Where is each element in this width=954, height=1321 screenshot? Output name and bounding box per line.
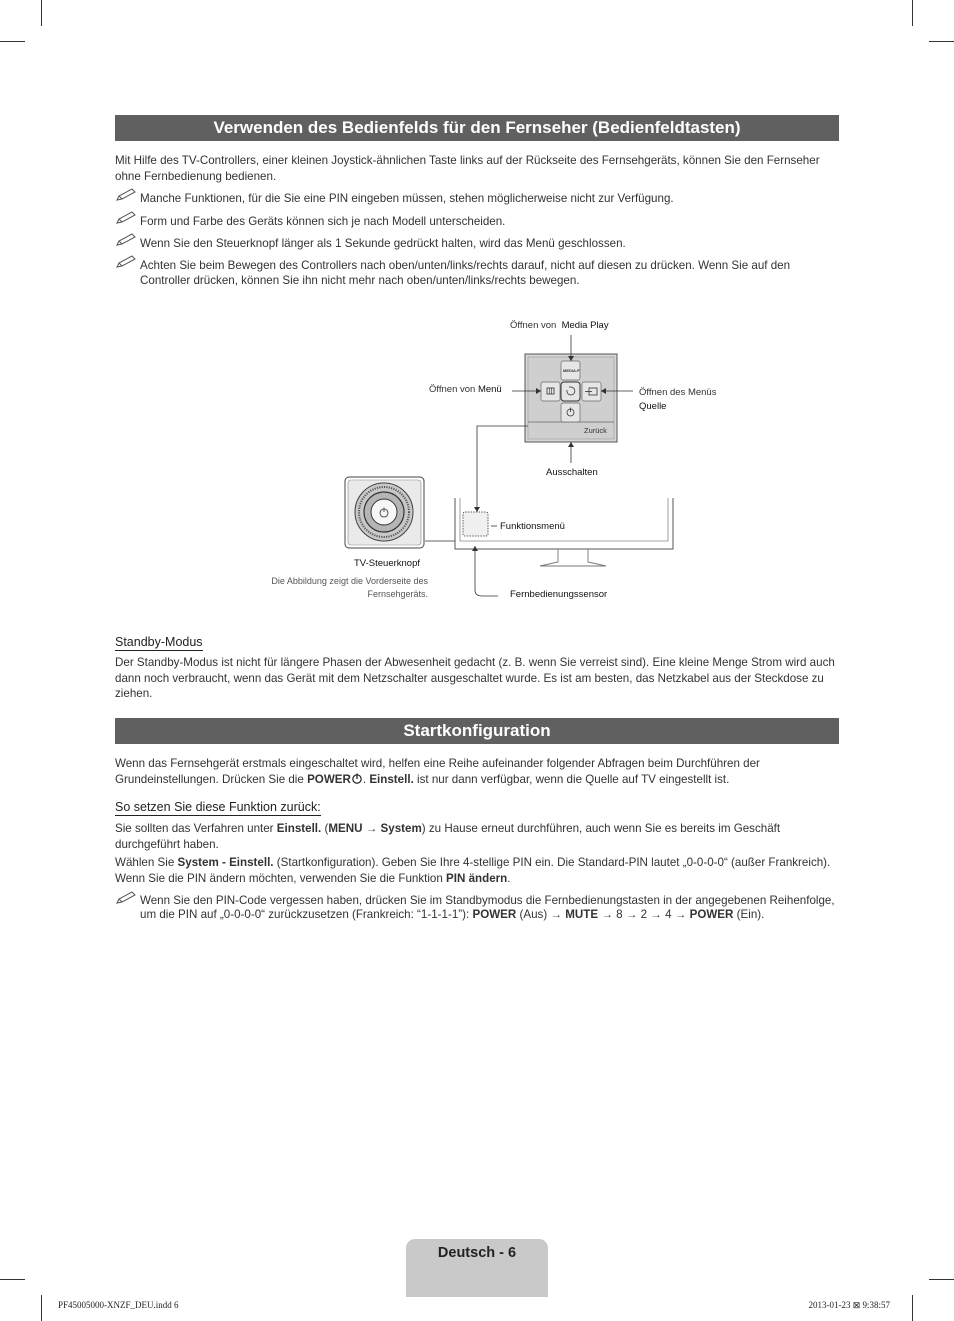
text-run: Wählen Sie xyxy=(115,856,178,869)
note-item xyxy=(115,894,835,922)
power-keyword: POWER xyxy=(307,772,351,786)
intro-text: Mit Hilfe des TV-Controllers, einer kleinen Joystick-ähnlichen Taste links auf der Rückseite des Fernsehgeräts, können Sie den Fernseher ohne Fernbedienung bedienen. xyxy=(115,154,820,183)
crop-mark xyxy=(912,1295,913,1321)
crop-mark xyxy=(41,1295,42,1321)
label-function-menu: Funktionsmenü xyxy=(500,521,565,532)
label-media-play xyxy=(510,320,609,331)
note-text: Achten Sie beim Bewegen des Controllers nach oben/unten/links/rechts darauf, nicht auf diesen zu drücken. Wenn Sie auf den Controller drücken, können Sie ihn nicht mehr nach oben/unten/links/rechts bewegen. xyxy=(140,259,791,287)
return-key-icon xyxy=(561,382,580,401)
start-intro xyxy=(115,756,835,787)
text-run: Wenn Sie den PIN-Code vergessen haben, drücken Sie im Standbymodus die Fernbedienungstasten in der angegebenen Reihenfolge, um die PIN auf „0-0-0-0“ zurückzusetzen (Frankreich: “1-1-1-1”): xyxy=(140,894,835,921)
label-tv-knob: TV-Steuerknopf xyxy=(354,558,421,569)
label-back: Zurück xyxy=(584,426,607,435)
print-date: 2013-01-23 ⊠ 9:38:57 xyxy=(808,1300,890,1310)
text-run: → 8 → 2 → 4 → xyxy=(598,908,690,921)
text-run: (Ein). xyxy=(733,908,765,921)
menu-keyword: MENU xyxy=(328,822,363,835)
power-key-icon xyxy=(561,403,580,422)
system-einstell-keyword: System - Einstell. xyxy=(177,856,274,869)
text-run: ) zu Hause erneut durchführen, auch wenn Sie es bereits im Geschäft durchgeführt haben. xyxy=(115,822,781,851)
label-name: Quelle xyxy=(639,401,667,412)
text-run: (Startkonfiguration). Geben Sie Ihre 4-stellige PIN ein. Die Standard-PIN lautet „0-0-0-0“ (außer Frankreich). Wenn Sie die PIN ändern möchten, verwenden Sie die Funktion xyxy=(115,856,831,885)
menu-key-icon xyxy=(541,382,560,401)
reset-paragraph-2 xyxy=(115,855,835,886)
note-text: Form und Farbe des Geräts können sich je nach Modell unterscheiden. xyxy=(140,215,506,228)
reset-paragraph-1 xyxy=(115,821,835,852)
label-name: Menü xyxy=(477,384,502,395)
pencil-note-icon xyxy=(115,891,137,905)
text-run: Wenn das Fernsehgerät erstmals eingeschaltet wird, helfen eine Reihe aufeinander folgender Abfragen beim Durchführen der Grundeinstellungen. Drücken Sie die xyxy=(115,757,760,786)
system-keyword: System xyxy=(380,822,422,835)
label-name: Media Play xyxy=(561,320,609,331)
standby-heading: Standby-Modus xyxy=(115,635,203,649)
page-number-tab: Deutsch - 6 xyxy=(406,1239,548,1297)
text-run: . xyxy=(362,772,370,786)
einstell-keyword: Einstell. xyxy=(276,822,322,835)
standby-text: Der Standby-Modus ist nicht für längere Phasen der Abwesenheit gedacht (z. B. wenn Sie verreist sind). Eine kleine Menge Strom wird auch dann noch verbraucht, wenn das Gerät mit dem Netzschalter ausgeschaltet wurde. Es ist am besten, das Netzkabel aus der Steckdose zu ziehen. xyxy=(115,656,835,700)
label-prefix: Öffnen von xyxy=(510,320,557,331)
file-name: PF45005000-XNZF_DEU.indd 6 xyxy=(58,1300,179,1310)
text-run: ist nur dann verfügbar, wenn die Quelle auf TV eingestellt ist. xyxy=(413,772,730,786)
crop-mark xyxy=(929,1279,954,1280)
label-prefix: Öffnen des Menüs xyxy=(639,387,717,398)
text-run: Sie sollten das Verfahren unter xyxy=(115,822,277,835)
control-panel-diagram xyxy=(0,0,954,620)
reset-heading: So setzen Sie diese Funktion zurück: xyxy=(115,800,321,814)
pin-aendern-keyword: PIN ändern xyxy=(446,871,508,885)
power-keyword: POWER xyxy=(472,908,517,921)
function-menu-box xyxy=(463,512,488,536)
label-remote-sensor: Fernbedienungssensor xyxy=(510,589,608,600)
label-power-off: Ausschalten xyxy=(546,467,598,478)
label-front-note: Die Abbildung zeigt die Vorderseite des Fernsehgeräts. xyxy=(271,576,428,599)
text-run: (Aus) → xyxy=(516,908,566,921)
section-title-bedienfeld: Verwenden des Bedienfelds für den Fernseher (Bedienfeldtasten) xyxy=(115,115,839,141)
media-play-key-label: MEDIA.P xyxy=(563,368,580,373)
label-prefix: Öffnen von xyxy=(429,384,476,395)
text-run: → xyxy=(362,822,381,835)
mute-keyword: MUTE xyxy=(565,908,599,921)
power-icon xyxy=(351,773,363,784)
power-keyword: POWER xyxy=(689,908,734,921)
einstell-keyword: Einstell. xyxy=(369,772,414,786)
text-run: . xyxy=(507,871,511,885)
note-text: Wenn Sie den Steuerknopf länger als 1 Sekunde gedrückt halten, wird das Menü geschlossen. xyxy=(140,237,626,250)
label-source xyxy=(639,386,716,414)
crop-mark xyxy=(0,1279,25,1280)
text-run: ( xyxy=(321,822,329,835)
note-text: Manche Funktionen, für die Sie eine PIN eingeben müssen, stehen möglicherweise nicht zur Verfügung. xyxy=(140,192,674,205)
section-title-startkonfiguration: Startkonfiguration xyxy=(115,718,839,744)
label-menu xyxy=(429,384,502,395)
note-text xyxy=(140,894,835,922)
